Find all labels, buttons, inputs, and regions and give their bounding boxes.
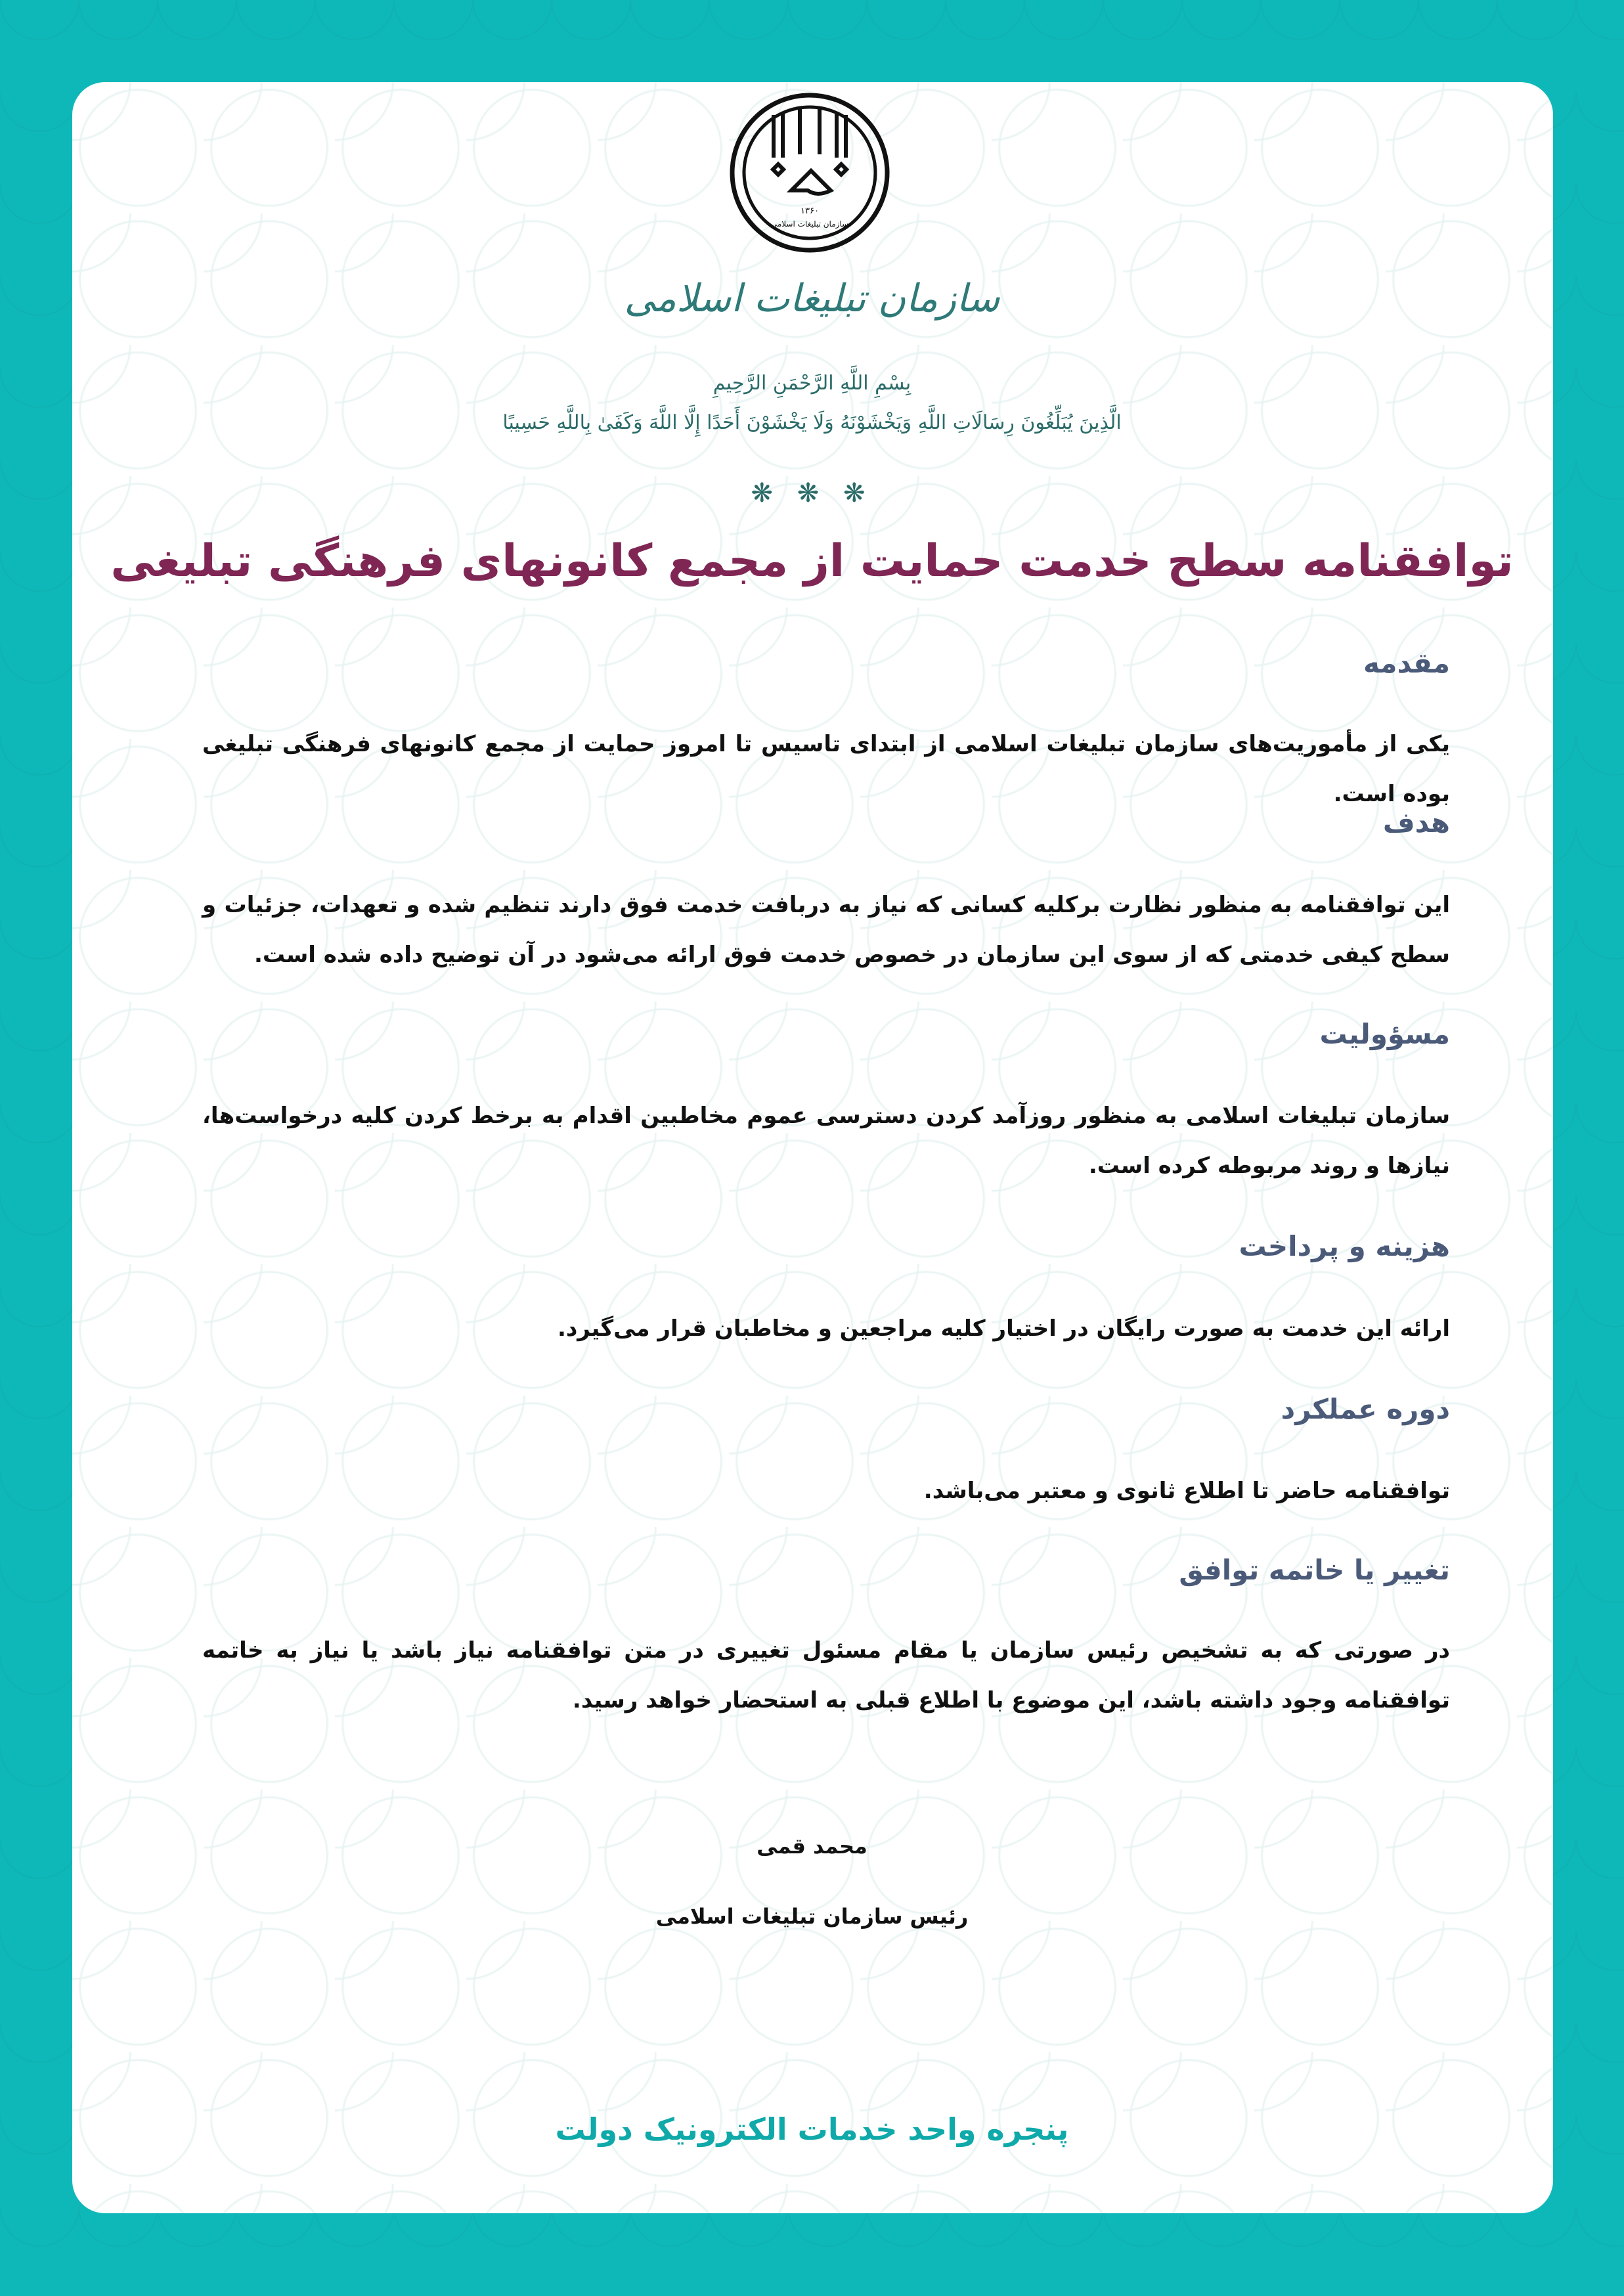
logo-year: ۱۳۶۰ (801, 206, 819, 216)
section-body: یکی از مأموریت‌های سازمان تبلیغات اسلامی از ابتدای تاسیس تا امروز حمایت از مجمع کانونهای فرهنگی تبلیغی بوده است. (202, 731, 1450, 807)
section-body: سازمان تبلیغات اسلامی به منظور روزآمد کردن دسترسی عموم مخاطبین اقدام به برخط کردن کلیه درخواست‌ها، نیازها و روند مربوطه کرده است. (202, 1103, 1450, 1179)
quran-verse: الَّذِينَ يُبَلِّغُونَ رِسَالَاتِ اللَّهِ وَيَخْشَوْنَهُ وَلَا يَخْشَوْنَ أَحَدًا إِلَّا اللَّهَ وَكَفَىٰ بِاللَّهِ حَسِيبًا (502, 411, 1122, 434)
basmala: بِسْمِ اللَّهِ الرَّحْمَنِ الرَّحِيمِ (713, 372, 911, 395)
logo-script: سازمان تبلیغات اسلامی (624, 276, 1000, 320)
section-heading: مسؤولیت (1319, 1018, 1450, 1050)
star-ornaments: ❋ ❋ ❋ (751, 478, 873, 508)
signatory-position: رئیس سازمان تبلیغات اسلامی (655, 1904, 969, 1929)
section-heading: مقدمه (1363, 647, 1450, 679)
section-body: ارائه این خدمت به صورت رایگان در اختیار کلیه مراجعین و مخاطبان قرار می‌گیرد. (557, 1315, 1450, 1342)
section-body: در صورتی که به تشخیص رئیس سازمان یا مقام مسئول تغییری در متن توافقنامه نیاز باشد یا نیاز به خاتمه توافقنامه وجود داشته باشد، این موضوع با اطلاع قبلی به استحضار خواهد رسید. (202, 1637, 1450, 1713)
section-heading: هدف (1382, 806, 1450, 839)
section-heading: دوره عملکرد (1281, 1393, 1450, 1425)
page-title: توافقنامه سطح خدمت حمایت از مجمع کانونهای فرهنگی تبلیغی (110, 535, 1514, 587)
logo-org-name: سازمان تبلیغات اسلامی (770, 219, 849, 229)
section-heading: تغییر یا خاتمه توافق (1179, 1554, 1450, 1586)
section-body: این توافقنامه به منظور نظارت برکلیه کسانی که نیاز به دربافت خدمت فوق دارند تنظیم شده و تعهدات، جزئیات و سطح کیفی خدمتی که از سوی این سازمان در خصوص خدمت فوق ارائه می‌شود در آن توضیح داده شده است. (202, 892, 1450, 968)
section-body: توافقنامه حاضر تا اطلاع ثانوی و معتبر می‌باشد. (923, 1478, 1450, 1504)
footer-text: پنجره واحد خدمات الکترونیک دولت (555, 2111, 1069, 2147)
organization-logo (729, 92, 890, 254)
signatory-name: محمد قمی (757, 1834, 867, 1859)
section-heading: هزینه و پرداخت (1239, 1230, 1450, 1262)
